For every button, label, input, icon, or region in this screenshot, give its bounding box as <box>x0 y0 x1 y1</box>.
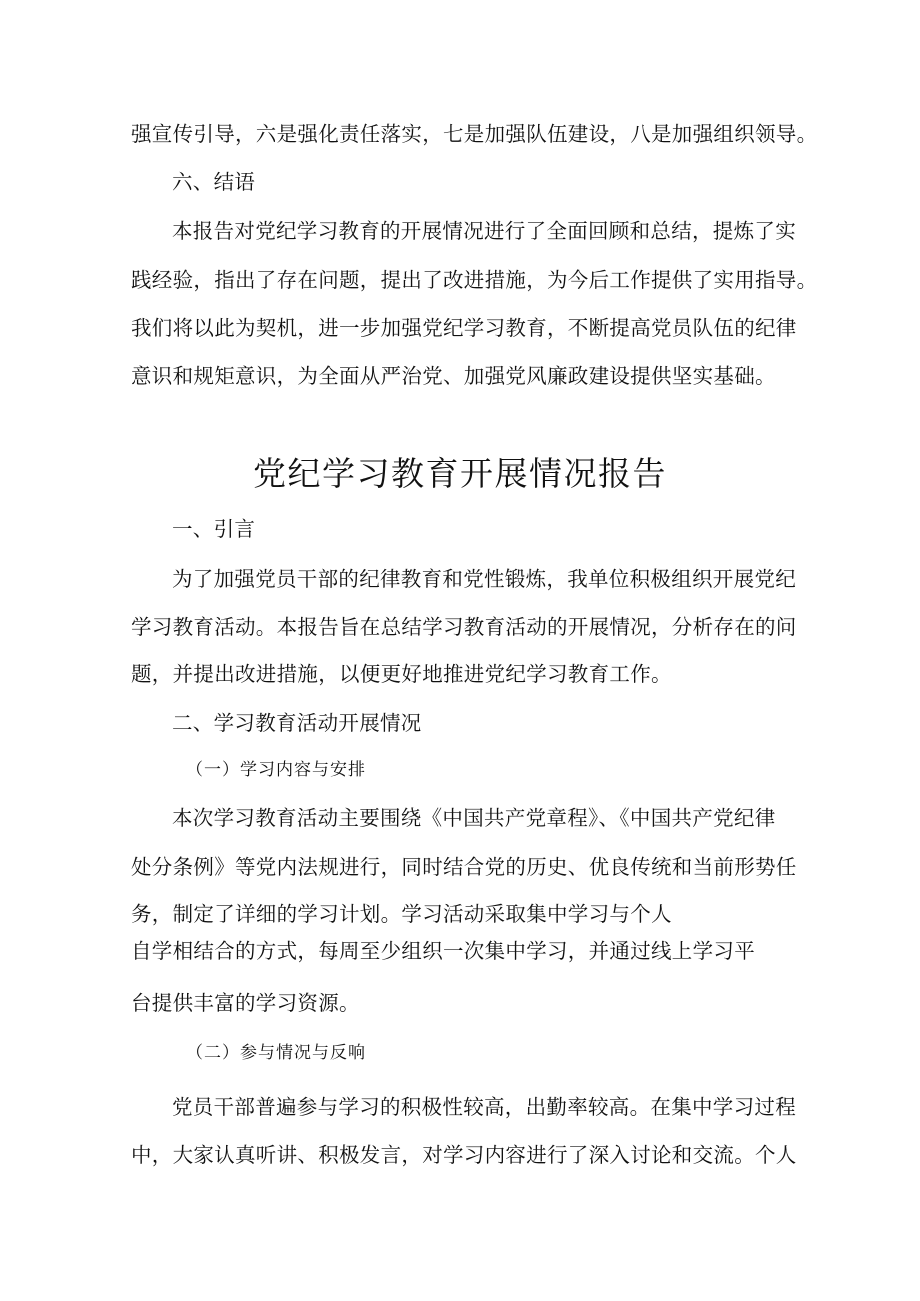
subsection-heading-participation: （二）参与情况与反响 <box>186 1043 366 1063</box>
continuation-line: 强宣传引导，六是强化责任落实，七是加强队伍建设，八是加强组织领导。 <box>131 122 818 146</box>
section-heading-activities: 二、学习教育活动开展情况 <box>172 711 422 735</box>
paragraph-line: 为了加强党员干部的纪律教育和党性锻炼，我单位积极组织开展党纪 <box>172 567 796 591</box>
paragraph-line: 题，并提出改进措施，以便更好地推进党纪学习教育工作。 <box>131 662 672 686</box>
paragraph-line: 学习教育活动。本报告旨在总结学习教育活动的开展情况，分析存在的问 <box>131 615 797 639</box>
paragraph-line: 践经验，指出了存在问题，提出了改进措施，为今后工作提供了实用指导。 <box>131 268 818 292</box>
paragraph-line: 自学相结合的方式，每周至少组织一次集中学习，并通过线上学习平 <box>131 939 755 963</box>
section-heading-introduction: 一、引言 <box>172 517 256 541</box>
paragraph-line: 本次学习教育活动主要围绕《中国共产党章程》、《中国共产党纪律 <box>172 806 776 830</box>
report-title: 党纪学习教育开展情况报告 <box>253 454 667 493</box>
paragraph-line: 中，大家认真听讲、积极发言，对学习内容进行了深入讨论和交流。个人 <box>131 1143 797 1167</box>
paragraph-line: 党员干部普遍参与学习的积极性较高，出勤率较高。在集中学习过程 <box>172 1095 796 1119</box>
paragraph-line: 本报告对党纪学习教育的开展情况进行了全面回顾和总结，提炼了实 <box>172 219 796 243</box>
paragraph-line: 务，制定了详细的学习计划。学习活动采取集中学习与个人 <box>131 902 672 926</box>
paragraph-line: 我们将以此为契机，进一步加强党纪学习教育，不断提高党员队伍的纪律 <box>131 316 797 340</box>
paragraph-line: 台提供丰富的学习资源。 <box>131 991 360 1015</box>
subsection-heading-content: （一）学习内容与安排 <box>186 760 366 780</box>
section-heading-conclusion: 六、结语 <box>172 170 256 194</box>
paragraph-line: 意识和规矩意识，为全面从严治党、加强党风廉政建设提供坚实基础。 <box>131 364 776 388</box>
paragraph-line: 处分条例》等党内法规进行，同时结合党的历史、优良传统和当前形势任 <box>131 855 797 879</box>
